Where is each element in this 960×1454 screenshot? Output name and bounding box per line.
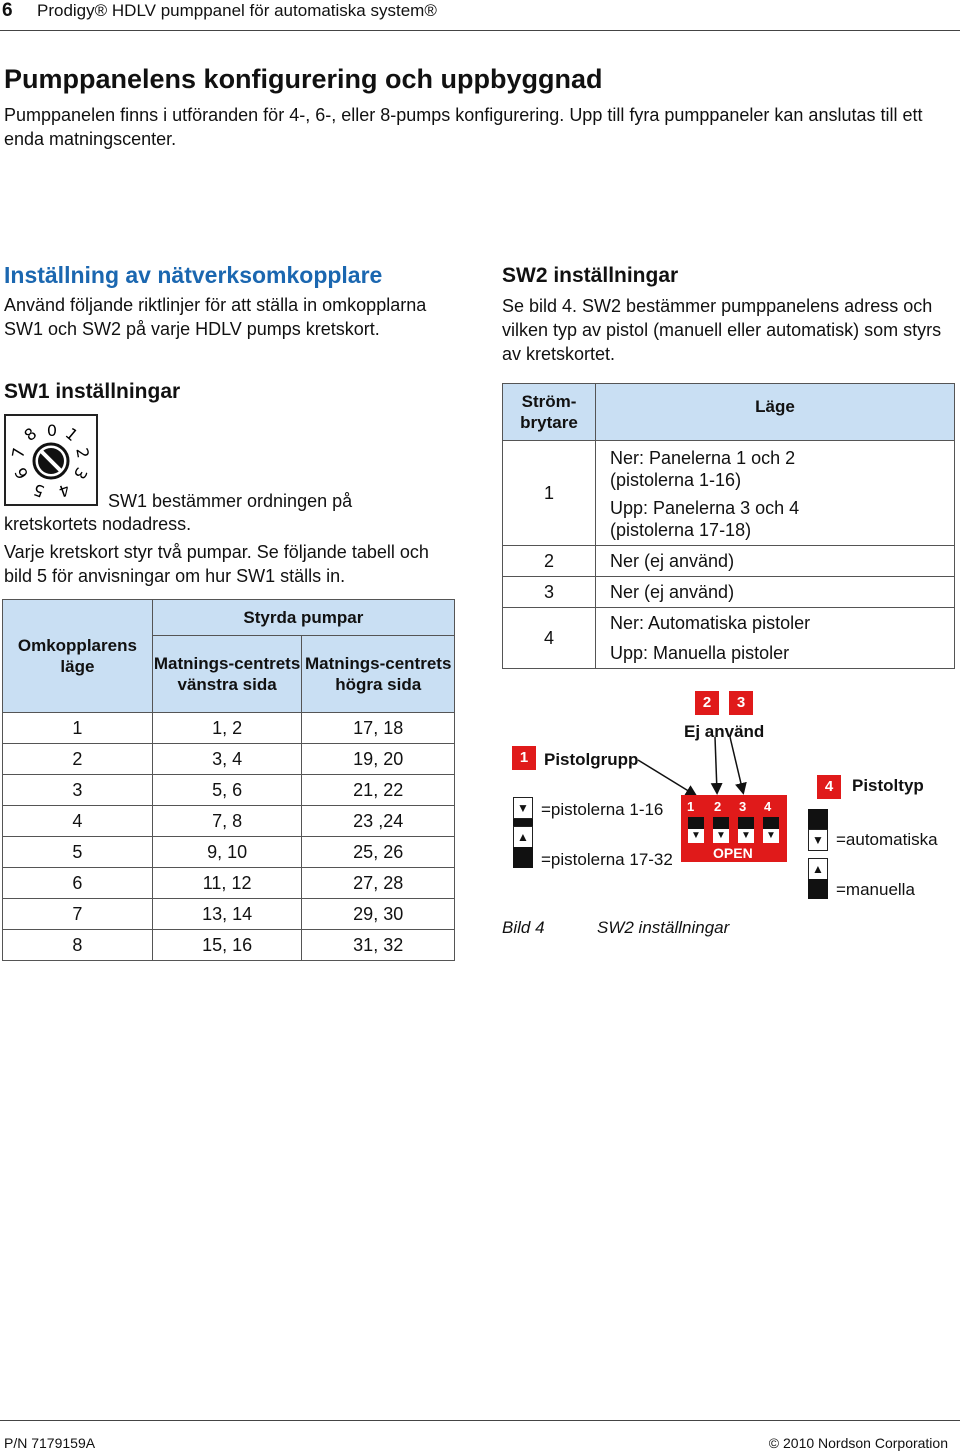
- header-rule: [0, 30, 960, 31]
- dial-digit-5: 5: [30, 479, 47, 502]
- cell-position: 5: [3, 837, 153, 868]
- automatic-label: =automatiska: [836, 830, 938, 849]
- part-number: P/N 7179159A: [4, 1435, 96, 1451]
- switch-3-lever: ▼: [738, 829, 754, 843]
- switch-up-legend-icon: ▲: [513, 826, 533, 848]
- cell-position: Ner (ej använd): [596, 577, 955, 608]
- row1-line: (pistolerna 1-16): [610, 470, 742, 490]
- dial-digit-6: 6: [10, 464, 33, 483]
- dial-digit-0: 0: [46, 421, 58, 440]
- figure-number: Bild 4: [502, 918, 545, 937]
- cell-left-pumps: 7, 8: [152, 806, 302, 837]
- pointer-arrows: [600, 710, 800, 805]
- sw1-instructions: Varje kretskort styr två pumpar. Se följande tabell och bild 5 för anvisningar om hur SW1 ställs in.: [4, 542, 429, 586]
- row4-line: Ner: Automatiska pistoler: [610, 613, 811, 633]
- sw2-dip-switch: [681, 795, 787, 862]
- switch-block-icon: [513, 847, 533, 868]
- sw2-table: [502, 383, 955, 669]
- table-row: [503, 441, 955, 546]
- dial-digit-4: 4: [56, 479, 73, 502]
- table-row: [503, 577, 955, 608]
- figure-caption: SW2 inställningar: [597, 918, 730, 937]
- switch-1-lever: ▼: [688, 829, 704, 843]
- pistols-17-32-label: =pistolerna 17-32: [541, 850, 673, 869]
- cell-switch: 2: [503, 546, 596, 577]
- cell-right-pumps: 27, 28: [302, 868, 455, 899]
- switch-up-legend-icon: ▲: [808, 858, 828, 880]
- cell-right-pumps: 29, 30: [302, 899, 455, 930]
- badge-2: 2: [695, 691, 719, 715]
- cell-position: Ner (ej använd): [596, 546, 955, 577]
- table-row: [3, 806, 455, 837]
- cell-right-pumps: 17, 18: [302, 713, 455, 744]
- table-row: [503, 546, 955, 577]
- cell-position: [596, 608, 955, 669]
- cell-right-pumps: 19, 20: [302, 744, 455, 775]
- sw2-heading: SW2 inställningar: [502, 264, 679, 287]
- cell-switch: 3: [503, 577, 596, 608]
- dial-digit-8: 8: [20, 423, 41, 445]
- cell-position: 2: [3, 744, 153, 775]
- cell-left-pumps: 11, 12: [152, 868, 302, 899]
- sw1-description-line2: kretskortets nodadress.: [4, 514, 192, 534]
- switch-number-2: 2: [714, 799, 722, 814]
- cell-position: 1: [3, 713, 153, 744]
- sw2-description: Se bild 4. SW2 bestämmer pumppanelens adress och vilken typ av pistol (manuell eller automatisk) som styrs av kretskortet.: [502, 296, 942, 364]
- sw1-col-switch-position: Omkopplarens läge: [3, 600, 153, 713]
- intro-paragraph: Pumppanelen finns i utföranden för 4-, 6-, eller 8-pumps konfigurering. Upp till fyra pumppaneler kan anslutas till ett enda matningscenter.: [4, 105, 923, 149]
- cell-position: 8: [3, 930, 153, 961]
- gun-group-label: Pistolgrupp: [544, 750, 639, 769]
- cell-left-pumps: 9, 10: [152, 837, 302, 868]
- badge-1: 1: [512, 746, 536, 770]
- open-label: OPEN: [713, 845, 753, 861]
- table-row: [3, 868, 455, 899]
- cell-right-pumps: 23 ,24: [302, 806, 455, 837]
- row4-line: Upp: Manuella pistoler: [610, 643, 790, 663]
- sw1-col-right-side: Matnings-centrets högra sida: [302, 636, 455, 713]
- cell-left-pumps: 5, 6: [152, 775, 302, 806]
- gun-type-label: Pistoltyp: [852, 776, 924, 795]
- switch-block-icon: [808, 809, 828, 829]
- running-header-title: Prodigy® HDLV pumppanel för automatiska system®: [37, 1, 437, 20]
- switch-block-icon: [808, 879, 828, 899]
- cell-switch: 4: [503, 608, 596, 669]
- rotary-dial-graphic: [6, 416, 96, 504]
- row1-line: Ner: Panelerna 1 och 2: [610, 448, 796, 468]
- badge-4: 4: [817, 775, 841, 799]
- page-title: Pumppanelens konfigurering och uppbyggnad: [4, 64, 603, 94]
- sw1-rotary-dial: [4, 414, 98, 506]
- switch-number-3: 3: [739, 799, 747, 814]
- switch-number-4: 4: [764, 799, 772, 814]
- switch-number-1: 1: [687, 799, 695, 814]
- switch-2-lever: ▼: [713, 829, 729, 843]
- dial-digit-1: 1: [61, 423, 82, 445]
- table-row: [3, 744, 455, 775]
- switch-down-legend-icon: ▼: [808, 829, 828, 851]
- cell-position: 7: [3, 899, 153, 930]
- table-row: [3, 930, 455, 961]
- cell-left-pumps: 15, 16: [152, 930, 302, 961]
- cell-left-pumps: 13, 14: [152, 899, 302, 930]
- row1-line: Upp: Panelerna 3 och 4: [610, 498, 800, 518]
- cell-left-pumps: 1, 2: [152, 713, 302, 744]
- sw1-col-controlled-pumps: Styrda pumpar: [152, 600, 454, 636]
- dial-digit-2: 2: [72, 446, 93, 460]
- cell-position: 3: [3, 775, 153, 806]
- switch-down-legend-icon: ▼: [513, 797, 533, 819]
- unused-label: Ej använd: [684, 722, 765, 741]
- cell-right-pumps: 31, 32: [302, 930, 455, 961]
- cell-left-pumps: 3, 4: [152, 744, 302, 775]
- cell-position: 6: [3, 868, 153, 899]
- switch-4-lever: ▼: [763, 829, 779, 843]
- cell-right-pumps: 21, 22: [302, 775, 455, 806]
- dial-digit-3: 3: [69, 464, 92, 483]
- sw1-heading: SW1 inställningar: [4, 380, 181, 403]
- sw2-col-switch: Ström-brytare: [503, 384, 596, 441]
- table-row: [3, 775, 455, 806]
- pistols-1-16-label: =pistolerna 1-16: [541, 800, 664, 819]
- badge-3: 3: [729, 691, 753, 715]
- table-row: [3, 713, 455, 744]
- page-number: 6: [2, 0, 13, 21]
- cell-right-pumps: 25, 26: [302, 837, 455, 868]
- network-switch-text: Använd följande riktlinjer för att ställa in omkopplarna SW1 och SW2 på varje HDLV pumps kretskort.: [4, 295, 427, 339]
- sw1-description-line1: SW1 bestämmer ordningen på: [108, 491, 353, 511]
- network-switch-heading: Inställning av nätverksomkopplare: [4, 262, 383, 288]
- row1-line: (pistolerna 17-18): [610, 520, 752, 540]
- cell-position: 4: [3, 806, 153, 837]
- cell-position: [596, 441, 955, 546]
- sw1-table: [2, 599, 455, 961]
- table-row: [3, 899, 455, 930]
- manual-label: =manuella: [836, 880, 915, 899]
- sw1-col-left-side: Matnings-centrets vänstra sida: [152, 636, 302, 713]
- table-row: [3, 837, 455, 868]
- footer-rule: [0, 1420, 960, 1421]
- dial-digit-7: 7: [8, 446, 29, 460]
- sw2-col-position: Läge: [596, 384, 955, 441]
- copyright: © 2010 Nordson Corporation: [768, 1435, 948, 1451]
- table-row: [503, 608, 955, 669]
- cell-switch: 1: [503, 441, 596, 546]
